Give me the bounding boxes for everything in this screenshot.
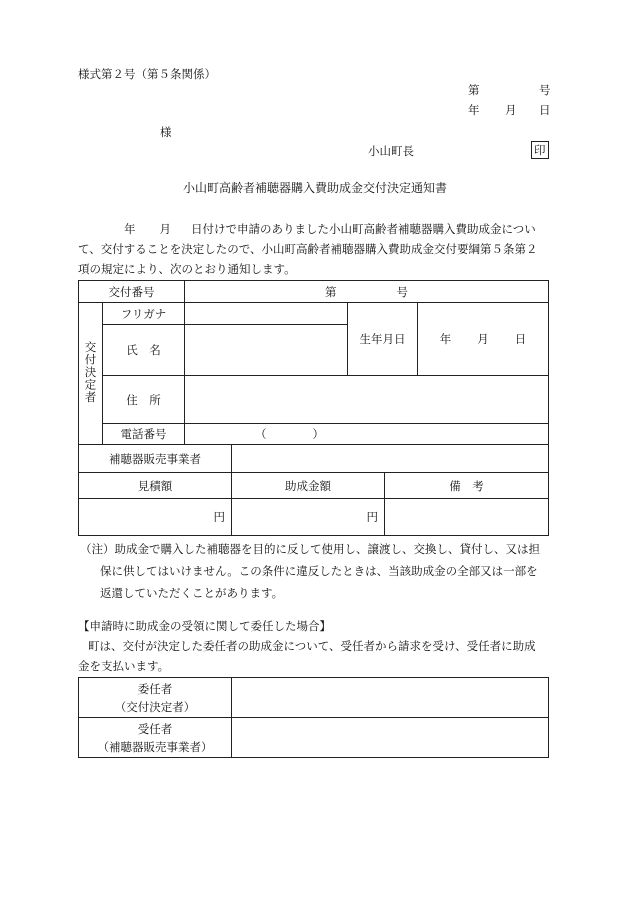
- amount-table: [78, 444, 549, 536]
- seal-mark: 印: [531, 141, 549, 159]
- addressee-suffix: 様: [160, 125, 172, 139]
- delegator-subtitle: （交付決定者）: [114, 699, 196, 714]
- intro-month: 月: [159, 222, 171, 236]
- document-title: 小山町高齢者補聴器購入費助成金交付決定通知書: [182, 181, 447, 195]
- delegatee-value: [232, 718, 549, 758]
- delegation-paragraph: [78, 636, 550, 676]
- doc-number-suffix: 号: [539, 83, 551, 97]
- delegatee-subtitle: （補聴器販売事業者）: [97, 739, 213, 754]
- delegation-line-1: 町は、交付が決定した委任者の助成金について、受任者から請求を受け、受任者に助成: [88, 639, 536, 653]
- furigana-value: [185, 303, 348, 325]
- issuer: 小山町長: [368, 144, 414, 158]
- birthdate-label: 生年月日: [348, 303, 418, 376]
- intro-line-3: 項の規定により、次のとおり通知します。: [78, 262, 296, 276]
- date-year: 年: [468, 103, 480, 117]
- doc-number-prefix: 第: [468, 83, 480, 97]
- date-day: 日: [539, 103, 551, 117]
- address-value: [185, 376, 549, 424]
- grant-number-value: [185, 281, 549, 303]
- phone-value: （ ）: [185, 424, 549, 445]
- delegation-table: [78, 677, 549, 758]
- remarks-value: [385, 499, 549, 536]
- intro-paragraph: [78, 219, 550, 279]
- dealer-value: [232, 445, 549, 473]
- intro-line-2: て、交付することを決定したので、小山町高齢者補聴器購入費助成金交付要綱第５条第２: [78, 242, 538, 256]
- delegation-line-2: 金を支払います。: [78, 659, 170, 673]
- subsidy-label: 助成金額: [232, 473, 385, 499]
- delegatee-label: [79, 718, 232, 758]
- grant-number-suffix: 号: [396, 284, 408, 299]
- note-line-3: 返還していただくことがあります。: [100, 586, 284, 600]
- delegatee-title: 受任者: [137, 721, 173, 736]
- recipient-label: 交付決定者: [83, 340, 98, 404]
- name-value: [185, 325, 348, 376]
- birth-year: 年: [439, 332, 452, 346]
- estimate-label: 見積額: [79, 473, 232, 499]
- delegator-title: 委任者: [137, 681, 173, 696]
- note-line-2: 保に供してはいけません。この条件に違反したときは、当該助成金の全部又は一部を: [100, 564, 538, 578]
- birth-month: 月: [477, 332, 489, 346]
- estimate-value: 円: [79, 499, 232, 536]
- phone-label: 電話番号: [103, 424, 185, 445]
- form-number: 様式第２号（第５条関係）: [78, 67, 216, 81]
- date-month: 月: [505, 103, 517, 117]
- recipient-label-cell: [79, 303, 103, 445]
- name-label: 氏 名: [103, 325, 185, 376]
- birth-day: 日: [514, 332, 527, 346]
- note: [80, 538, 552, 604]
- delegation-heading: 【申請時に助成金の受領に関して委任した場合】: [78, 619, 331, 633]
- intro-line-1: 日付けで申請のありました小山町高齢者補聴器購入費助成金につい: [191, 222, 536, 236]
- grant-number-prefix: 第: [325, 284, 337, 299]
- intro-year: 年: [124, 222, 136, 236]
- delegator-value: [232, 678, 549, 718]
- note-line-1: （注）助成金で購入した補聴器を目的に反して使用し、譲渡し、交換し、貸付し、又は担: [80, 542, 540, 556]
- grant-details-table: [78, 280, 549, 445]
- remarks-label: 備 考: [385, 473, 549, 499]
- address-label: 住 所: [103, 376, 185, 424]
- subsidy-value: 円: [232, 499, 385, 536]
- furigana-label: フリガナ: [103, 303, 185, 325]
- dealer-label: 補聴器販売事業者: [79, 445, 232, 473]
- delegator-label: [79, 678, 232, 718]
- grant-number-label: 交付番号: [79, 281, 185, 303]
- birthdate-value: [418, 303, 549, 376]
